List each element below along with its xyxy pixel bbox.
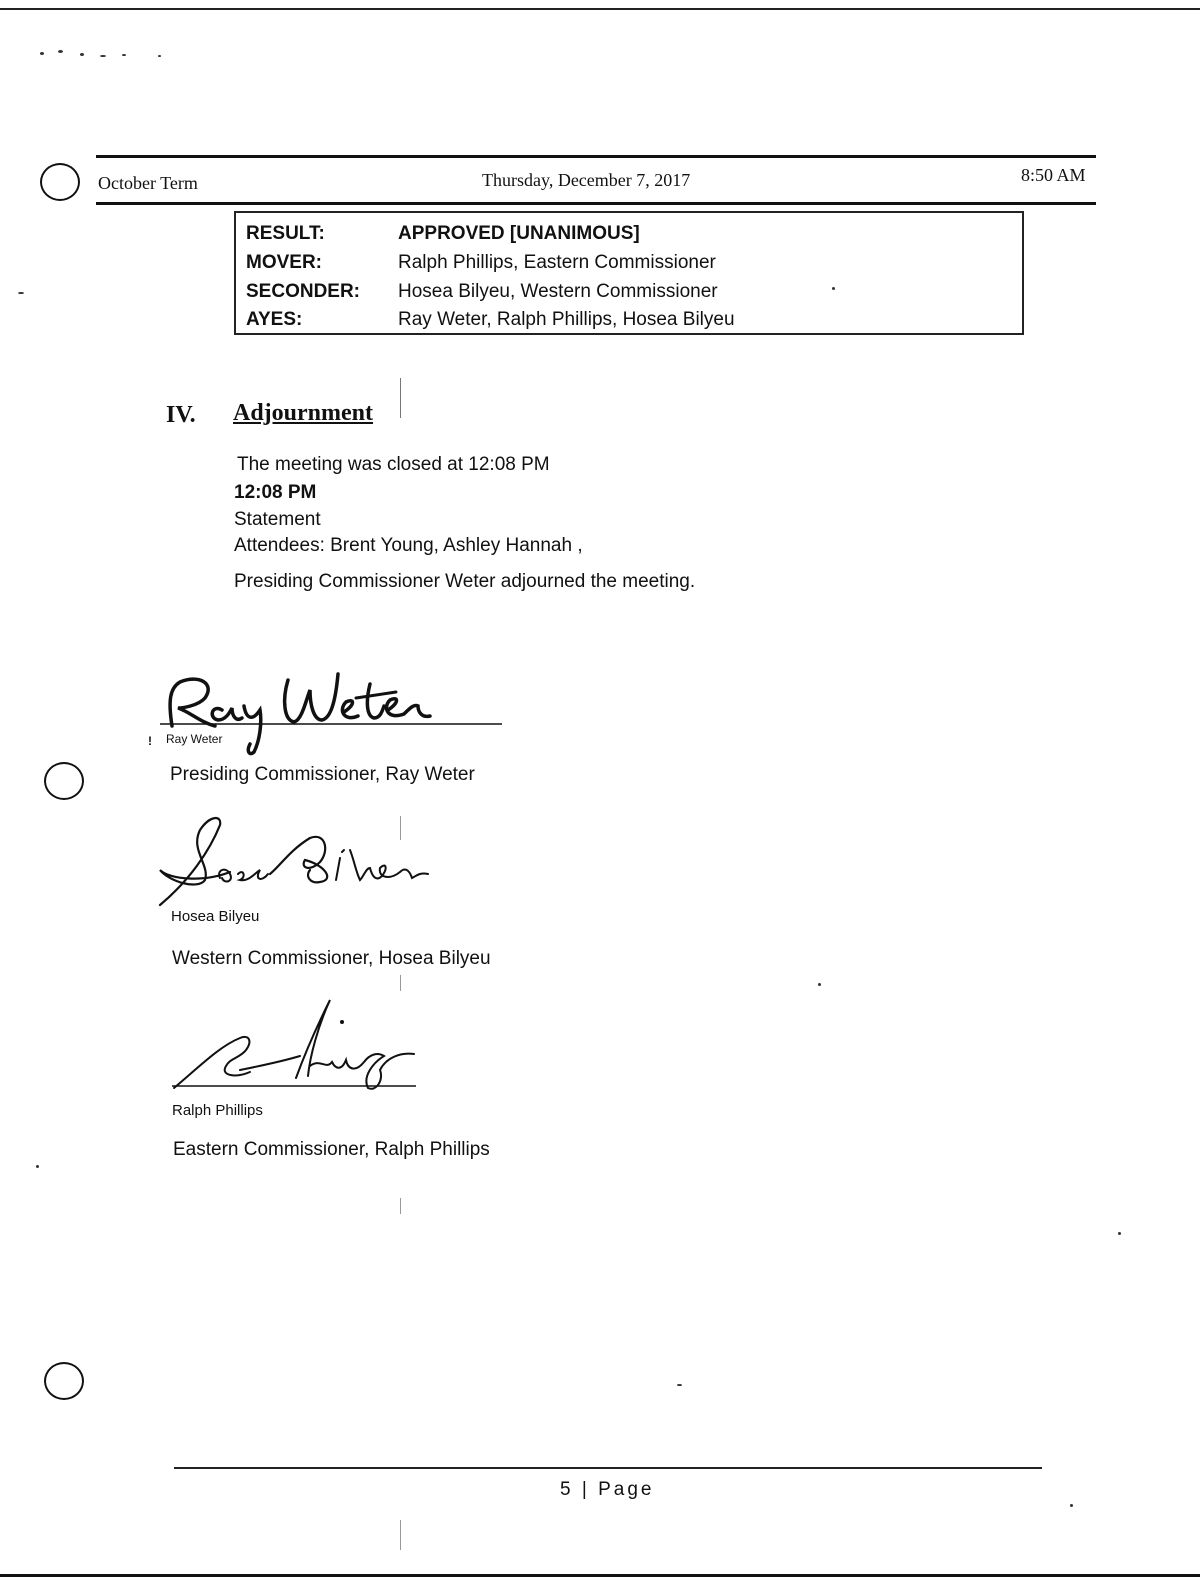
header-time: 8:50 AM xyxy=(1021,165,1086,185)
vote-label: AYES: xyxy=(246,309,303,330)
signer-printed-name: Ray Weter xyxy=(166,732,223,746)
signer-title: Western Commissioner, Hosea Bilyeu xyxy=(172,948,491,969)
fold-mark xyxy=(400,1520,401,1550)
scan-speck xyxy=(80,53,84,56)
scan-speck xyxy=(1070,1504,1073,1507)
page-number-label xyxy=(560,1479,654,1501)
vote-value: Ralph Phillips, Eastern Commissioner xyxy=(398,252,716,273)
scan-speck xyxy=(40,52,44,55)
scan-speck xyxy=(100,55,106,57)
scan-speck xyxy=(818,983,821,986)
header-term: October Term xyxy=(98,173,198,193)
binder-hole-icon xyxy=(44,762,84,800)
scan-speck xyxy=(58,50,63,53)
header-bottom-rule xyxy=(96,202,1096,205)
signer-title: Eastern Commissioner, Ralph Phillips xyxy=(173,1139,490,1160)
section-title: Adjournment xyxy=(233,400,374,426)
adjourned-text: Presiding Commissioner Weter adjourned the meeting. xyxy=(234,571,696,592)
page-number: 5 xyxy=(560,1479,574,1500)
attendees-line: Attendees: Brent Young, Ashley Hannah , xyxy=(234,535,583,556)
page-separator: | xyxy=(573,1479,599,1500)
hosea-bilyeu-signature xyxy=(150,810,460,910)
vote-label: SECONDER: xyxy=(246,281,361,302)
fold-mark xyxy=(400,378,401,418)
vote-value: Hosea Bilyeu, Western Commissioner xyxy=(398,281,718,302)
scan-speck xyxy=(122,54,126,56)
vote-value: APPROVED [UNANIMOUS] xyxy=(398,223,640,244)
stray-mark: ! xyxy=(148,734,152,748)
bottom-scan-edge xyxy=(0,1574,1200,1577)
section-number: IV. xyxy=(166,402,196,428)
scan-speck xyxy=(36,1165,39,1168)
header-top-rule xyxy=(96,155,1096,158)
meeting-closed-text: The meeting was closed at 12:08 PM xyxy=(237,454,550,475)
vote-label: MOVER: xyxy=(246,252,322,273)
scan-speck xyxy=(1118,1232,1121,1235)
scan-speck xyxy=(677,1384,682,1386)
closing-time: 12:08 PM xyxy=(234,482,317,503)
fold-mark xyxy=(400,1198,401,1214)
signer-title: Presiding Commissioner, Ray Weter xyxy=(170,764,475,785)
binder-hole-icon xyxy=(40,163,80,201)
signer-printed-name: Hosea Bilyeu xyxy=(171,908,260,925)
signer-printed-name: Ralph Phillips xyxy=(172,1102,263,1119)
vote-label: RESULT: xyxy=(246,223,325,244)
binder-hole-icon xyxy=(44,1362,84,1400)
statement-label: Statement xyxy=(234,509,321,530)
fold-mark xyxy=(400,975,401,991)
footer-rule xyxy=(174,1467,1042,1469)
top-scan-edge xyxy=(0,8,1200,10)
ralph-phillips-signature xyxy=(170,996,420,1100)
fold-mark xyxy=(400,816,401,840)
vote-result-box xyxy=(234,211,1024,335)
scan-speck xyxy=(158,55,161,57)
header-date: Thursday, December 7, 2017 xyxy=(482,170,691,190)
page-word: Page xyxy=(598,1479,655,1500)
scan-speck xyxy=(18,292,24,294)
vote-value: Ray Weter, Ralph Phillips, Hosea Bilyeu xyxy=(398,309,735,330)
